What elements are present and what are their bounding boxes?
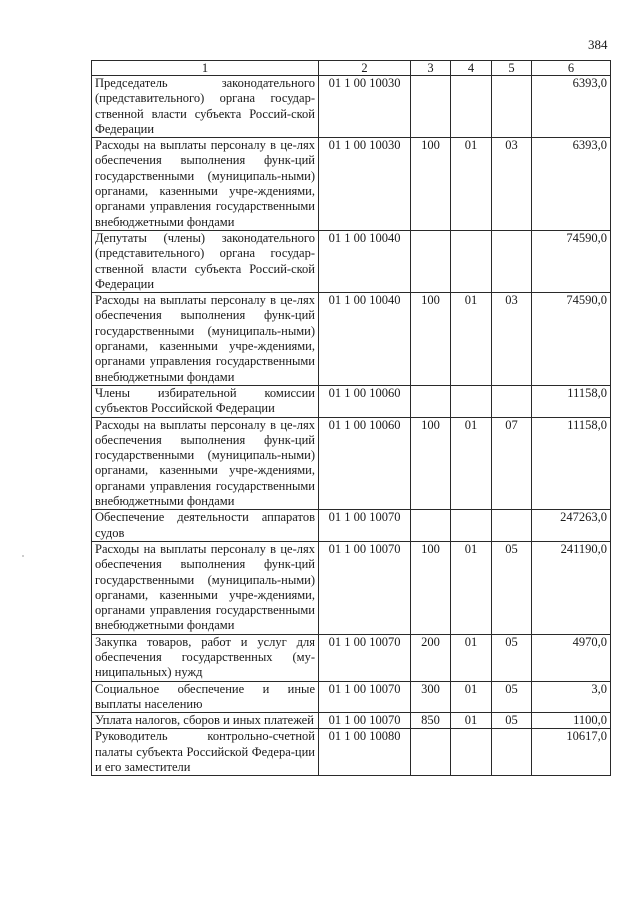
row-col-4: 01 [451,713,492,729]
table-row [92,385,611,417]
row-amount: 11158,0 [532,417,611,510]
row-col-3 [411,76,451,138]
row-name: Члены избирательной комиссии субъектов Российской Федерации [92,385,319,417]
row-name: Обеспечение деятельности аппаратов судов [92,510,319,542]
scan-speck [22,555,24,557]
table-row [92,634,611,681]
header-row [92,61,611,76]
row-col-4: 01 [451,541,492,634]
table-row [92,713,611,729]
row-amount: 74590,0 [532,230,611,292]
row-col-5 [492,230,532,292]
row-col-3 [411,385,451,417]
row-col-3: 100 [411,541,451,634]
table-row [92,729,611,776]
row-code: 01 1 00 10070 [319,634,411,681]
row-col-3 [411,510,451,542]
row-amount: 10617,0 [532,729,611,776]
row-col-5: 05 [492,634,532,681]
row-col-5 [492,729,532,776]
row-code: 01 1 00 10030 [319,76,411,138]
row-code: 01 1 00 10070 [319,510,411,542]
table-row [92,541,611,634]
table-row [92,681,611,713]
row-code: 01 1 00 10060 [319,417,411,510]
row-amount: 11158,0 [532,385,611,417]
row-col-3: 300 [411,681,451,713]
row-col-3: 200 [411,634,451,681]
row-amount: 74590,0 [532,293,611,386]
table-row [92,293,611,386]
budget-table [91,60,611,776]
row-amount: 6393,0 [532,138,611,231]
row-col-4: 01 [451,634,492,681]
row-amount: 3,0 [532,681,611,713]
row-name: Уплата налогов, сборов и иных платежей [92,713,319,729]
row-name: Руководитель контрольно-счетной палаты субъекта Российской Федера-ции и его заместители [92,729,319,776]
row-code: 01 1 00 10070 [319,713,411,729]
column-header-3: 3 [411,61,451,76]
row-amount: 4970,0 [532,634,611,681]
page-number: 384 [588,37,608,52]
row-col-5: 05 [492,541,532,634]
row-col-4: 01 [451,417,492,510]
row-code: 01 1 00 10070 [319,541,411,634]
row-name: Социальное обеспечение и иные выплаты населению [92,681,319,713]
table-row [92,510,611,542]
row-col-4 [451,385,492,417]
row-name: Депутаты (члены) законодательного (представительного) органа государ-ственной власти субъекта Россий-ской Федерации [92,230,319,292]
column-header-4: 4 [451,61,492,76]
row-name: Расходы на выплаты персоналу в це-лях обеспечения выполнения функ-ций государственными (муниципаль-ными) органами, казенными учре-ждениями, органами управления государственными внебюджетными фондами [92,541,319,634]
row-code: 01 1 00 10040 [319,293,411,386]
column-header-2: 2 [319,61,411,76]
row-col-5: 05 [492,681,532,713]
row-col-5: 03 [492,138,532,231]
row-col-5: 05 [492,713,532,729]
row-col-4 [451,230,492,292]
row-name: Расходы на выплаты персоналу в це-лях обеспечения выполнения функ-ций государственными (муниципаль-ными) органами, казенными учре-ждениями, органами управления государственными внебюджетными фондами [92,293,319,386]
row-col-3: 100 [411,293,451,386]
row-col-5 [492,385,532,417]
row-col-4 [451,76,492,138]
row-name: Расходы на выплаты персоналу в це-лях обеспечения выполнения функ-ций государственными (муниципаль-ными) органами, казенными учре-ждениями, органами управления государственными внебюджетными фондами [92,138,319,231]
row-name: Расходы на выплаты персоналу в це-лях обеспечения выполнения функ-ций государственными (муниципаль-ными) органами, казенными учре-ждениями, органами управления государственными внебюджетными фондами [92,417,319,510]
row-col-5: 03 [492,293,532,386]
row-col-4: 01 [451,681,492,713]
row-col-4 [451,729,492,776]
row-col-4: 01 [451,138,492,231]
table-row [92,138,611,231]
column-header-6: 6 [532,61,611,76]
row-amount: 241190,0 [532,541,611,634]
table-row [92,76,611,138]
row-amount: 247263,0 [532,510,611,542]
table-row [92,230,611,292]
table-row [92,417,611,510]
row-col-4: 01 [451,293,492,386]
row-col-4 [451,510,492,542]
row-col-5 [492,76,532,138]
row-col-3 [411,729,451,776]
row-code: 01 1 00 10070 [319,681,411,713]
row-code: 01 1 00 10060 [319,385,411,417]
row-name: Закупка товаров, работ и услуг для обеспечения государственных (му-ниципальных) нужд [92,634,319,681]
row-amount: 6393,0 [532,76,611,138]
row-code: 01 1 00 10040 [319,230,411,292]
column-header-5: 5 [492,61,532,76]
row-name: Председатель законодательного (представительного) органа государ-ственной власти субъекта Россий-ской Федерации [92,76,319,138]
row-col-5: 07 [492,417,532,510]
row-code: 01 1 00 10030 [319,138,411,231]
row-amount: 1100,0 [532,713,611,729]
column-header-1: 1 [92,61,319,76]
row-col-3: 850 [411,713,451,729]
row-col-3: 100 [411,417,451,510]
row-col-3: 100 [411,138,451,231]
row-code: 01 1 00 10080 [319,729,411,776]
row-col-3 [411,230,451,292]
row-col-5 [492,510,532,542]
